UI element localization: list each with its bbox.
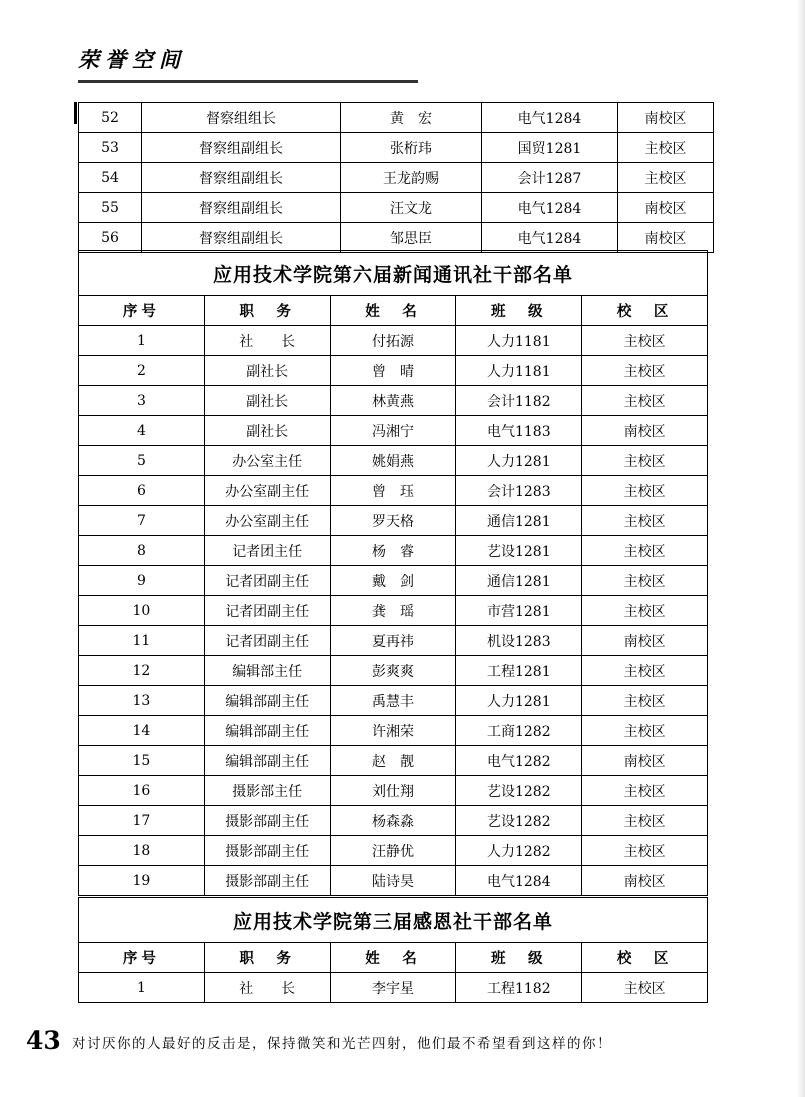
cell-name: 刘仕翔: [330, 776, 456, 806]
cell-class: 人力1281: [456, 686, 582, 716]
cell-no: 6: [79, 476, 205, 506]
col-header-campus: 校 区: [582, 943, 708, 973]
cell-name: 杨 睿: [330, 536, 456, 566]
cell-name: 冯湘宁: [330, 416, 456, 446]
cell-no: 4: [79, 416, 205, 446]
cell-post: 办公室副主任: [204, 506, 330, 536]
section-title-news: 应用技术学院第六届新闻通讯社干部名单: [79, 251, 708, 296]
cell-post: 编辑部副主任: [204, 716, 330, 746]
cell-no: 54: [79, 163, 142, 193]
page-number: 43: [26, 1026, 61, 1055]
table-row: [79, 133, 714, 163]
cell-class: 工程1281: [456, 656, 582, 686]
cell-post: 副社长: [204, 356, 330, 386]
cell-campus: 南校区: [582, 746, 708, 776]
col-header-post: 职 务: [204, 943, 330, 973]
cell-campus: 主校区: [582, 326, 708, 356]
cell-post: 摄影部副主任: [204, 866, 330, 896]
cell-class: 电气1282: [456, 746, 582, 776]
cell-name: 林黄燕: [330, 386, 456, 416]
cell-campus: 主校区: [618, 163, 714, 193]
cell-name: 龚 瑶: [330, 596, 456, 626]
header-divider: [78, 80, 418, 83]
cell-campus: 南校区: [582, 626, 708, 656]
cell-no: 1: [79, 326, 205, 356]
cell-post: 记者团主任: [204, 536, 330, 566]
cell-no: 18: [79, 836, 205, 866]
cell-no: 11: [79, 626, 205, 656]
cell-name: 汪静优: [330, 836, 456, 866]
table-row: [79, 596, 708, 626]
cell-class: 电气1284: [456, 866, 582, 896]
cell-class: 市营1281: [456, 596, 582, 626]
cell-campus: 主校区: [582, 446, 708, 476]
cell-post: 副社长: [204, 386, 330, 416]
left-margin-tick: [74, 102, 77, 124]
table-row: [79, 506, 708, 536]
cell-name: 付拓源: [330, 326, 456, 356]
cell-post: 督察组副组长: [142, 223, 341, 253]
col-header-class: 班 级: [456, 296, 582, 326]
table-row: [79, 476, 708, 506]
cell-name: 姚娟燕: [330, 446, 456, 476]
cell-class: 工程1182: [456, 973, 582, 1003]
table-thanks-club: [78, 897, 708, 1003]
cell-name: 彭爽爽: [330, 656, 456, 686]
cell-no: 10: [79, 596, 205, 626]
cell-post: 编辑部主任: [204, 656, 330, 686]
cell-class: 电气1284: [482, 223, 618, 253]
cell-name: 汪文龙: [341, 193, 482, 223]
cell-no: 1: [79, 973, 205, 1003]
cell-campus: 南校区: [618, 193, 714, 223]
table-row: [79, 193, 714, 223]
cell-class: 人力1282: [456, 836, 582, 866]
table-row: [79, 686, 708, 716]
cell-post: 督察组组长: [142, 103, 341, 133]
cell-campus: 主校区: [582, 536, 708, 566]
cell-class: 人力1281: [456, 446, 582, 476]
col-header-campus: 校 区: [582, 296, 708, 326]
cell-no: 15: [79, 746, 205, 776]
table-news-agency: [78, 250, 708, 896]
cell-campus: 主校区: [582, 776, 708, 806]
cell-name: 王龙韵赐: [341, 163, 482, 193]
table-row: [79, 326, 708, 356]
cell-post: 督察组副组长: [142, 193, 341, 223]
cell-campus: 主校区: [582, 973, 708, 1003]
cell-name: 曾 晴: [330, 356, 456, 386]
cell-no: 52: [79, 103, 142, 133]
table-row: [79, 163, 714, 193]
cell-class: 工商1282: [456, 716, 582, 746]
footer-quote: 对讨厌你的人最好的反击是，保持微笑和光芒四射，他们最不希望看到这样的你！: [72, 1036, 612, 1052]
table-header-row: [79, 943, 708, 973]
page-header: [78, 44, 418, 83]
cell-name: 许湘荣: [330, 716, 456, 746]
cell-class: 机设1283: [456, 626, 582, 656]
section-title-thanks: 应用技术学院第三届感恩社干部名单: [79, 898, 708, 943]
cell-post: 记者团副主任: [204, 596, 330, 626]
cell-class: 电气1284: [482, 103, 618, 133]
table-row: [79, 866, 708, 896]
table-row: [79, 386, 708, 416]
cell-class: 艺设1282: [456, 776, 582, 806]
cell-no: 9: [79, 566, 205, 596]
cell-class: 电气1183: [456, 416, 582, 446]
cell-campus: 主校区: [582, 806, 708, 836]
cell-no: 5: [79, 446, 205, 476]
cell-no: 13: [79, 686, 205, 716]
cell-name: 禹慧丰: [330, 686, 456, 716]
table-row: [79, 836, 708, 866]
cell-no: 8: [79, 536, 205, 566]
cell-no: 3: [79, 386, 205, 416]
cell-post: 督察组副组长: [142, 163, 341, 193]
cell-no: 7: [79, 506, 205, 536]
cell-class: 电气1284: [482, 193, 618, 223]
cell-name: 邹思臣: [341, 223, 482, 253]
cell-campus: 主校区: [582, 716, 708, 746]
cell-post: 记者团副主任: [204, 626, 330, 656]
cell-no: 12: [79, 656, 205, 686]
cell-post: 记者团副主任: [204, 566, 330, 596]
cell-campus: 南校区: [582, 416, 708, 446]
cell-no: 19: [79, 866, 205, 896]
table-discipline-continued: [78, 102, 714, 253]
cell-post: 社 长: [204, 326, 330, 356]
cell-post: 编辑部副主任: [204, 686, 330, 716]
cell-name: 曾 珏: [330, 476, 456, 506]
table-row: [79, 446, 708, 476]
cell-campus: 南校区: [618, 223, 714, 253]
cell-post: 摄影部主任: [204, 776, 330, 806]
cell-post: 办公室副主任: [204, 476, 330, 506]
cell-campus: 主校区: [582, 356, 708, 386]
table-row: [79, 746, 708, 776]
cell-post: 副社长: [204, 416, 330, 446]
cell-post: 编辑部副主任: [204, 746, 330, 776]
col-header-no: 序号: [79, 296, 205, 326]
cell-name: 李宇星: [330, 973, 456, 1003]
table-row: [79, 566, 708, 596]
table-row: [79, 223, 714, 253]
section-title-row: [79, 251, 708, 296]
table-row: [79, 356, 708, 386]
col-header-post: 职 务: [204, 296, 330, 326]
table-row: [79, 776, 708, 806]
cell-name: 罗天格: [330, 506, 456, 536]
cell-name: 赵 靓: [330, 746, 456, 776]
cell-class: 人力1181: [456, 326, 582, 356]
col-header-no: 序号: [79, 943, 205, 973]
table-row: [79, 716, 708, 746]
cell-class: 通信1281: [456, 506, 582, 536]
cell-name: 张桁玮: [341, 133, 482, 163]
cell-no: 2: [79, 356, 205, 386]
cell-campus: 主校区: [582, 506, 708, 536]
cell-campus: 主校区: [582, 836, 708, 866]
cell-name: 杨森淼: [330, 806, 456, 836]
table-header-row: [79, 296, 708, 326]
table-row: [79, 806, 708, 836]
cell-no: 17: [79, 806, 205, 836]
table-row: [79, 656, 708, 686]
cell-no: 14: [79, 716, 205, 746]
cell-campus: 主校区: [582, 686, 708, 716]
section-title-row: [79, 898, 708, 943]
col-header-name: 姓 名: [330, 943, 456, 973]
table-row: [79, 626, 708, 656]
page-edge-shadow: [797, 0, 805, 1097]
cell-class: 会计1182: [456, 386, 582, 416]
cell-no: 53: [79, 133, 142, 163]
cell-campus: 南校区: [582, 866, 708, 896]
cell-post: 摄影部副主任: [204, 806, 330, 836]
cell-class: 通信1281: [456, 566, 582, 596]
cell-post: 办公室主任: [204, 446, 330, 476]
cell-class: 艺设1281: [456, 536, 582, 566]
cell-no: 55: [79, 193, 142, 223]
cell-no: 16: [79, 776, 205, 806]
cell-no: 56: [79, 223, 142, 253]
cell-campus: 主校区: [582, 656, 708, 686]
cell-campus: 主校区: [582, 596, 708, 626]
cell-name: 黄 宏: [341, 103, 482, 133]
cell-class: 人力1181: [456, 356, 582, 386]
cell-campus: 南校区: [618, 103, 714, 133]
table-row: [79, 536, 708, 566]
table-row: [79, 416, 708, 446]
page-title: 荣誉空间: [78, 47, 186, 72]
cell-campus: 主校区: [618, 133, 714, 163]
cell-post: 摄影部副主任: [204, 836, 330, 866]
col-header-class: 班 级: [456, 943, 582, 973]
cell-class: 艺设1282: [456, 806, 582, 836]
cell-campus: 主校区: [582, 566, 708, 596]
cell-name: 夏再祎: [330, 626, 456, 656]
col-header-name: 姓 名: [330, 296, 456, 326]
table-row: [79, 103, 714, 133]
cell-name: 陆诗昊: [330, 866, 456, 896]
cell-class: 国贸1281: [482, 133, 618, 163]
cell-campus: 主校区: [582, 476, 708, 506]
cell-class: 会计1283: [456, 476, 582, 506]
table-row: [79, 973, 708, 1003]
cell-post: 社 长: [204, 973, 330, 1003]
cell-post: 督察组副组长: [142, 133, 341, 163]
cell-name: 戴 剑: [330, 566, 456, 596]
cell-class: 会计1287: [482, 163, 618, 193]
cell-campus: 主校区: [582, 386, 708, 416]
